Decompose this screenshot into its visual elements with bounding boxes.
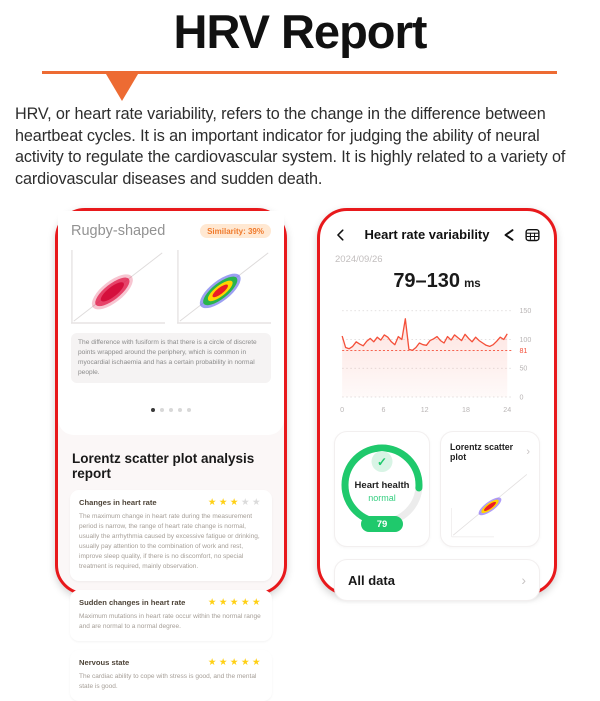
chevron-right-icon: ›	[521, 572, 526, 589]
calendar-button[interactable]	[525, 228, 540, 242]
report-card-title: Nervous state	[79, 658, 130, 668]
svg-text:0: 0	[519, 394, 524, 402]
similarity-badge: Similarity: 39%	[200, 224, 271, 238]
report-card-title: Sudden changes in heart rate	[79, 598, 186, 608]
pager-dots[interactable]	[71, 383, 271, 429]
app-header	[320, 211, 554, 242]
back-button[interactable]	[334, 228, 352, 242]
screen-title: Heart rate variability	[364, 227, 490, 242]
share-button[interactable]	[502, 228, 516, 242]
lorentz-scatter-card[interactable]	[440, 431, 540, 547]
heart-health-card[interactable]	[334, 431, 430, 547]
report-card-title: Changes in heart rate	[79, 497, 157, 507]
all-data-label: All data	[348, 572, 395, 588]
user-scatter-plot	[71, 250, 165, 324]
report-card-heart-rate-changes	[70, 490, 272, 581]
star-rating: ★★★★★	[207, 496, 263, 508]
svg-text:24: 24	[503, 407, 512, 414]
report-card-text: The maximum change in heart rate during the measurement period is narrow, the range of heart rate change is normal, usually the arrhythmia caused by excessive fatigue or drinking, usually pay attention to the combination of work and rest, improve sleep quality, if there is no discomfort, no special treatment is required, mainly observation.	[79, 512, 260, 570]
back-chevron-icon	[334, 228, 348, 242]
svg-text:12: 12	[420, 407, 429, 414]
share-icon	[502, 228, 516, 242]
report-card-text: The cardiac ability to cope with stress is good, and the mental state is good.	[79, 673, 257, 691]
hrv-range-unit: ms	[464, 278, 481, 290]
lorentz-mini-plot	[450, 468, 530, 538]
hrv-range-value: 79–130	[393, 270, 461, 292]
calendar-grid-icon	[525, 228, 540, 242]
report-card-text: Maximum mutations in heart rate occur within the normal range and are normal to a normal degree.	[79, 612, 261, 630]
report-card-sudden-changes	[70, 590, 272, 641]
reference-scatter-plot	[177, 250, 271, 324]
shape-description: The difference with fusiform is that there is a circle of discrete points wrapped around the periphery, which is common in myocardial ischaemia and has a certain probability in normal people.	[71, 333, 271, 383]
report-card-nervous-state	[70, 650, 272, 701]
heart-health-score: 79	[361, 516, 403, 532]
heatmap-blob	[195, 267, 246, 314]
heart-health-title: Heart health	[354, 480, 410, 491]
report-title: Lorentz scatter plot analysis report	[72, 450, 255, 481]
heart-health-status: normal	[368, 493, 396, 503]
star-rating: ★★★★★	[207, 657, 263, 669]
page-title: HRV Report	[173, 5, 427, 58]
intro-paragraph: HRV, or heart rate variability, refers to the change in the difference between heartbeat cycles. It is an important indicator for judging the ability of neural activity to regulate the cardiovascular system. It is highly related to a variety of cardiovascular diseases and sudden death.	[15, 105, 566, 188]
star-rating: ★★★★★	[207, 596, 263, 608]
svg-text:6: 6	[381, 407, 386, 414]
divider-arrow-icon	[106, 74, 138, 101]
chevron-right-icon: ›	[526, 445, 530, 458]
red-blob	[87, 268, 138, 316]
svg-text:150: 150	[519, 308, 532, 316]
check-icon: ✓	[372, 451, 393, 472]
lorentz-card-title: Lorentz scatter plot	[450, 442, 514, 462]
hrv-line-chart	[334, 301, 548, 419]
svg-text:81: 81	[519, 347, 528, 355]
svg-text:18: 18	[462, 407, 470, 414]
svg-text:50: 50	[519, 365, 528, 373]
shape-carousel-card	[58, 211, 284, 435]
svg-text:100: 100	[519, 337, 532, 344]
date-label[interactable]: 2024/09/26	[335, 254, 383, 265]
shape-title: Rugby-shaped	[71, 223, 166, 239]
hrv-range	[320, 270, 554, 293]
phone-mockup-hrv	[317, 208, 557, 595]
heatmap-blob	[476, 495, 504, 519]
svg-text:0: 0	[340, 407, 345, 414]
all-data-row[interactable]	[334, 559, 540, 601]
phone-mockup-analysis	[55, 208, 287, 691]
